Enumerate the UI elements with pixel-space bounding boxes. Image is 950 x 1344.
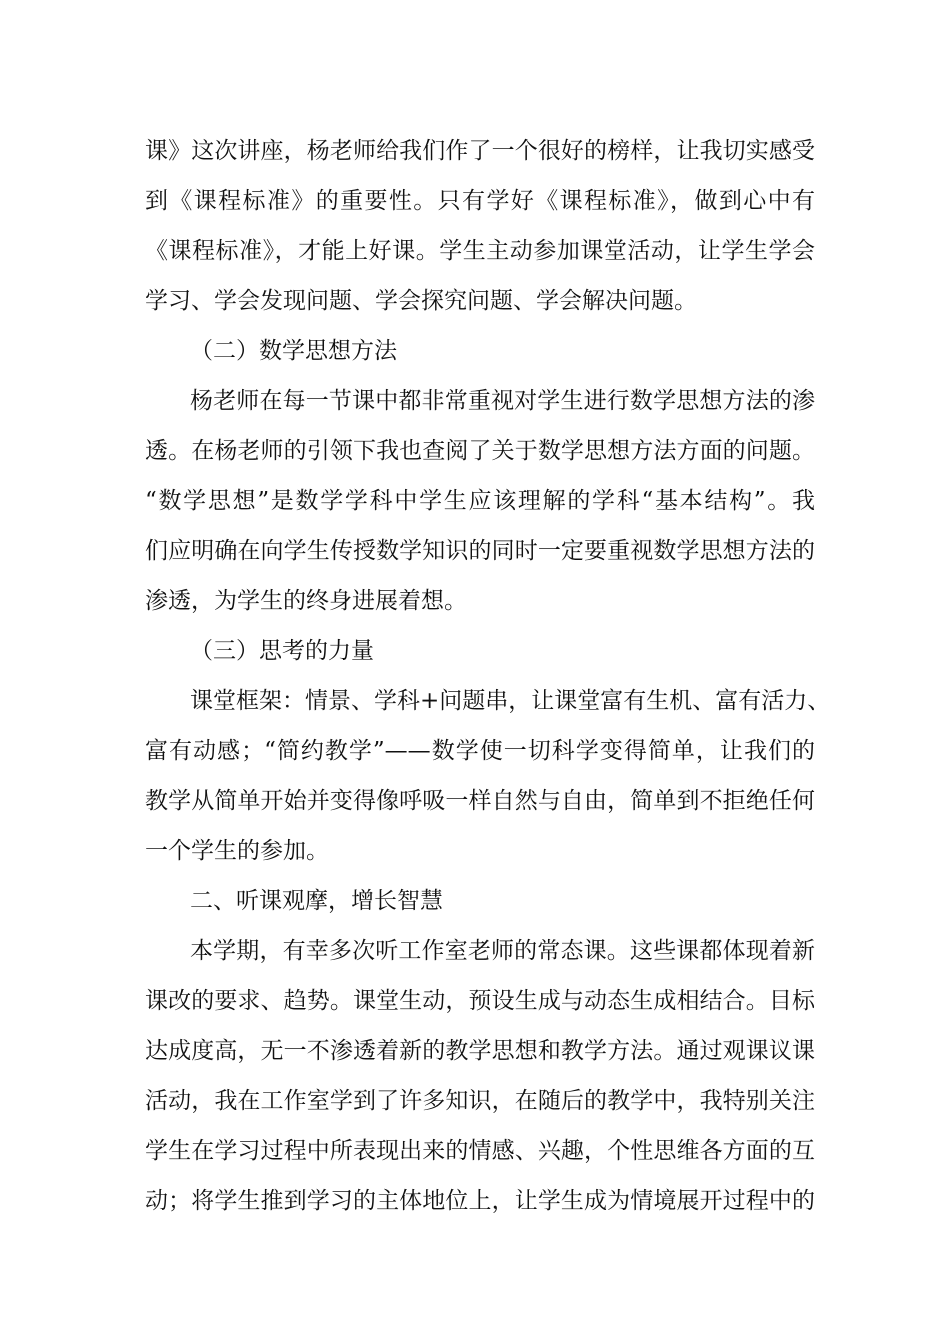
paragraph-line: “数学思想”是数学学科中学生应该理解的学科“基本结构”。我 — [145, 488, 815, 514]
section-heading: （三）思考的力量 — [190, 638, 374, 664]
section-heading: 二、听课观摩，增长智慧 — [190, 888, 443, 914]
paragraph-line: 们应明确在向学生传授数学知识的同时一定要重视数学思想方法的 — [145, 538, 815, 564]
paragraph-line: 学习、学会发现问题、学会探究问题、学会解决问题。 — [145, 288, 697, 314]
paragraph-line: 到《课程标准》的重要性。只有学好《课程标准》，做到心中有 — [145, 188, 815, 214]
paragraph-line: 本学期，有幸多次听工作室老师的常态课。这些课都体现着新 — [190, 938, 815, 964]
paragraph-line: 动；将学生推到学习的主体地位上，让学生成为情境展开过程中的 — [145, 1188, 815, 1214]
paragraph-line: 富有动感；“简约教学”——数学使一切科学变得简单，让我们的 — [145, 738, 815, 764]
paragraph-line: 学生在学习过程中所表现出来的情感、兴趣，个性思维各方面的互 — [145, 1138, 815, 1164]
paragraph-line: 课》这次讲座，杨老师给我们作了一个很好的榜样，让我切实感受 — [145, 138, 815, 164]
paragraph-line: 《课程标准》，才能上好课。学生主动参加课堂活动，让学生学会 — [145, 238, 815, 264]
paragraph-line: 渗透，为学生的终身进展着想。 — [145, 588, 467, 614]
paragraph-line: 杨老师在每一节课中都非常重视对学生进行数学思想方法的渗 — [190, 388, 815, 414]
paragraph-line: 课改的要求、趋势。课堂生动，预设生成与动态生成相结合。目标 — [145, 988, 815, 1014]
paragraph-line: 活动，我在工作室学到了许多知识，在随后的教学中，我特别关注 — [145, 1088, 815, 1114]
paragraph-line: 教学从简单开始并变得像呼吸一样自然与自由，简单到不拒绝任何 — [145, 788, 815, 814]
paragraph-line: 课堂框架：情景、学科+问题串，让课堂富有生机、富有活力、 — [190, 688, 831, 714]
section-heading: （二）数学思想方法 — [190, 338, 397, 364]
paragraph-line: 达成度高，无一不渗透着新的教学思想和教学方法。通过观课议课 — [145, 1038, 815, 1064]
paragraph-line: 透。在杨老师的引领下我也查阅了关于数学思想方法方面的问题。 — [145, 438, 815, 464]
paragraph-line: 一个学生的参加。 — [145, 838, 329, 864]
